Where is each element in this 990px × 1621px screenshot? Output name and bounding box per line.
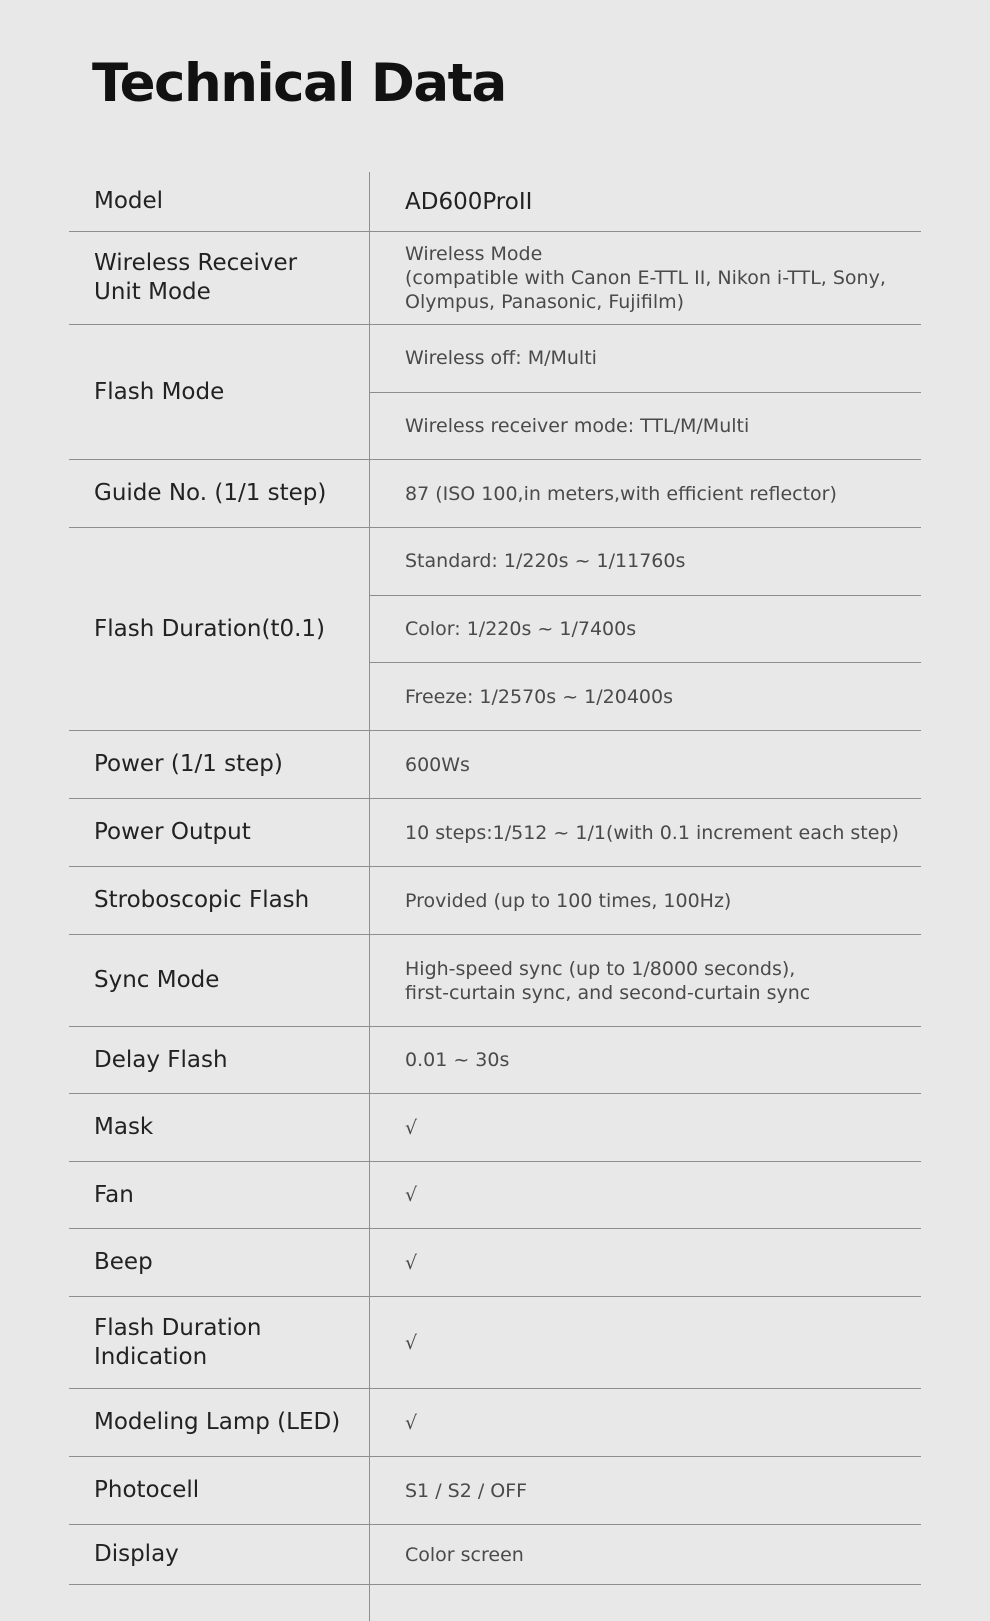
spec-values [370, 1229, 921, 1296]
spec-label: Wireless Receiver Unit Mode [94, 250, 298, 305]
spec-label: Flash Mode [94, 378, 225, 405]
spec-value: Standard: 1/220s ~ 1/11760s [405, 550, 686, 573]
spec-values [370, 1027, 921, 1093]
spec-label: Guide No. (1/1 step) [94, 480, 327, 506]
spec-label: Flash Duration(t0.1) [94, 615, 326, 642]
spec-row [69, 325, 921, 460]
spec-row [69, 935, 921, 1027]
spec-row [69, 731, 921, 799]
spec-label: Power (1/1 step) [94, 751, 283, 777]
spec-value: √ [405, 1184, 418, 1206]
spec-values [370, 1162, 921, 1228]
spec-value: Freeze: 1/2570s ~ 1/20400s [370, 662, 921, 730]
spec-label: Modeling Lamp (LED) [94, 1409, 341, 1435]
spec-row [69, 1525, 921, 1585]
spec-label: Display [94, 1541, 179, 1567]
spec-value: 87 (ISO 100,in meters,with efficient reflector) [405, 482, 837, 505]
spec-values [370, 867, 921, 934]
spec-values [370, 1297, 921, 1388]
spec-values [370, 731, 921, 798]
spec-value: Wireless off: M/Multi [405, 347, 597, 370]
spec-values [370, 460, 921, 527]
spec-label: Flash Duration Indication [94, 1314, 262, 1370]
spec-row [69, 1389, 921, 1457]
spec-values [370, 232, 921, 324]
spec-label: Fan [94, 1181, 134, 1208]
spec-row [69, 867, 921, 935]
spec-label: Model [94, 188, 164, 214]
spec-values [370, 325, 921, 459]
spec-label: Mask [94, 1114, 154, 1140]
spec-values [370, 799, 921, 866]
spec-label: Delay Flash [94, 1046, 228, 1073]
spec-value: Wireless receiver mode: TTL/M/Multi [370, 392, 921, 460]
spec-row [69, 460, 921, 528]
spec-values [370, 1525, 921, 1584]
spec-row [69, 1457, 921, 1525]
spec-value: Color screen [405, 1543, 524, 1566]
spec-label: Stroboscopic Flash [94, 887, 310, 913]
spec-row [69, 232, 921, 325]
spec-row [69, 1094, 921, 1162]
spec-values [370, 528, 921, 730]
spec-value: 10 steps:1/512 ~ 1/1(with 0.1 increment each step) [405, 821, 899, 844]
spec-label: Beep [94, 1249, 153, 1275]
page-title: Technical Data [92, 53, 506, 114]
spec-value: Provided (up to 100 times, 100Hz) [405, 889, 732, 912]
spec-values [370, 172, 921, 231]
spec-table [69, 172, 921, 1621]
spec-label: Power Output [94, 819, 251, 845]
spec-value: AD600ProII [405, 188, 533, 215]
spec-row [69, 172, 921, 232]
spec-row [69, 1162, 921, 1229]
spec-values [370, 1094, 921, 1161]
spec-label: Photocell [94, 1477, 200, 1503]
spec-row [69, 1297, 921, 1389]
spec-value: √ [405, 1251, 418, 1274]
spec-value: √ [405, 1331, 418, 1354]
spec-values [370, 935, 921, 1026]
spec-row [69, 528, 921, 731]
spec-row [69, 1229, 921, 1297]
spec-values [370, 1457, 921, 1524]
spec-value: √ [405, 1411, 418, 1434]
spec-value: 0.01 ~ 30s [405, 1049, 510, 1071]
spec-value: S1 / S2 / OFF [405, 1479, 528, 1502]
spec-value: High-speed sync (up to 1/8000 seconds), first-curtain sync, and second-curtain sync [405, 957, 811, 1004]
spec-row [69, 1027, 921, 1094]
spec-value: 600Ws [405, 753, 470, 776]
spec-value: Wireless Mode (compatible with Canon E-TTL II, Nikon i-TTL, Sony, Olympus, Panasonic, Fujifilm) [405, 243, 886, 313]
spec-value: √ [405, 1116, 418, 1139]
spec-rows [69, 172, 921, 1585]
spec-label: Sync Mode [94, 967, 220, 993]
spec-row [69, 799, 921, 867]
spec-value: Color: 1/220s ~ 1/7400s [370, 595, 921, 663]
spec-values [370, 1389, 921, 1456]
